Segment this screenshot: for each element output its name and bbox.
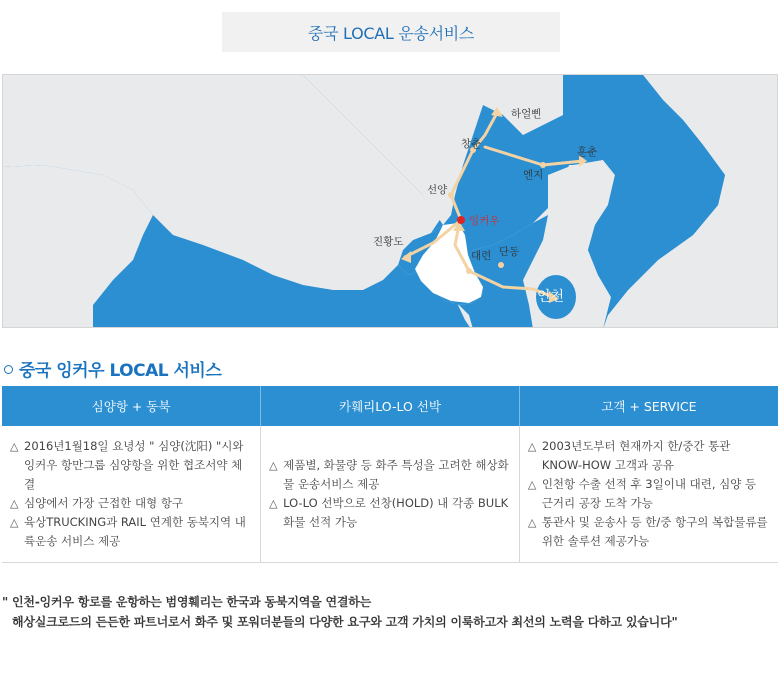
list-item: △ LO-LO 선박으로 선창(HOLD) 내 각종 BULK 화물 선적 가능 xyxy=(269,496,509,529)
label-shenyang: 선양 xyxy=(427,184,448,196)
dot-yingkou xyxy=(457,216,465,224)
section-title xyxy=(4,356,221,380)
dot-dalian xyxy=(466,268,472,274)
circle-bullet-icon xyxy=(4,365,13,374)
route-map-svg xyxy=(3,75,778,328)
service-table xyxy=(2,386,778,563)
label-hunchun: 훈춘 xyxy=(577,146,598,158)
list-item: △ 인천항 수출 선적 후 3일이내 대련, 심양 등 근거리 공장 도착 가능 xyxy=(527,477,757,510)
label-yingkou: 잉커우 xyxy=(469,215,500,227)
column-cell-ferry xyxy=(261,426,520,563)
label-incheon: 인천 xyxy=(537,289,565,305)
column-header-shenyang: 심양항 + 동북 xyxy=(2,386,261,426)
label-yanji: 엔지 xyxy=(523,169,544,181)
list-item: △ 통관사 및 운송사 등 한/중 항구의 복합물류를 위한 솔루션 제공가능 xyxy=(527,515,768,548)
dot-dandong xyxy=(498,262,504,268)
triangle-icon: △ xyxy=(10,497,19,510)
column-cell-customer xyxy=(519,426,778,563)
triangle-icon: △ xyxy=(527,478,537,491)
dot-yanji xyxy=(540,162,546,168)
label-dandong: 단동 xyxy=(499,246,520,258)
column-cell-shenyang xyxy=(2,426,261,563)
list-item: △ 심양에서 가장 근접한 대형 항구 xyxy=(10,494,252,513)
triangle-icon: △ xyxy=(269,459,278,472)
triangle-icon: △ xyxy=(527,440,537,453)
page-title: 중국 LOCAL 운송서비스 xyxy=(222,12,560,52)
dot-shenyang xyxy=(448,192,454,198)
column-header-customer: 고객 + SERVICE xyxy=(519,386,778,426)
quote-line-1: " 인천-잉커우 항로를 운항하는 범영훼리는 한국과 동북지역을 연결하는 xyxy=(2,595,372,609)
triangle-icon: △ xyxy=(10,440,19,453)
triangle-icon: △ xyxy=(269,497,278,510)
list-item: △ 2016년1월18일 요녕성 " 심양(沈阳) "시와 잉커우 항만그룹 심양항을 위한 협조서약 체결 xyxy=(10,439,244,491)
closing-quote xyxy=(2,592,778,632)
triangle-icon: △ xyxy=(527,516,537,529)
section-title-text: 중국 잉커우 LOCAL 서비스 xyxy=(19,360,222,381)
route-map xyxy=(2,74,778,328)
label-harbin: 하얼삔 xyxy=(511,108,542,120)
quote-line-2: 해상실크로드의 든든한 파트너로서 화주 및 포워더분들의 다양한 요구와 고객 가치의 이룩하고자 최선의 노력을 다하고 있습니다" xyxy=(12,615,678,629)
label-changchun: 창춘 xyxy=(461,138,482,150)
column-header-ferry: 카훼리LO-LO 선박 xyxy=(261,386,520,426)
label-qinhuangdao: 진황도 xyxy=(373,236,404,248)
list-item: △ 제품별, 화물량 등 화주 특성을 고려한 해상화물 운송서비스 제공 xyxy=(269,458,509,491)
list-item: △ 육상TRUCKING과 RAIL 연계한 동북지역 내륙운송 서비스 제공 xyxy=(10,515,246,548)
list-item: △ 2003년도부터 현재까지 한/중간 통관 KNOW-HOW 고객과 공유 xyxy=(527,439,731,472)
label-dalian: 대련 xyxy=(471,250,492,262)
triangle-icon: △ xyxy=(10,516,19,529)
